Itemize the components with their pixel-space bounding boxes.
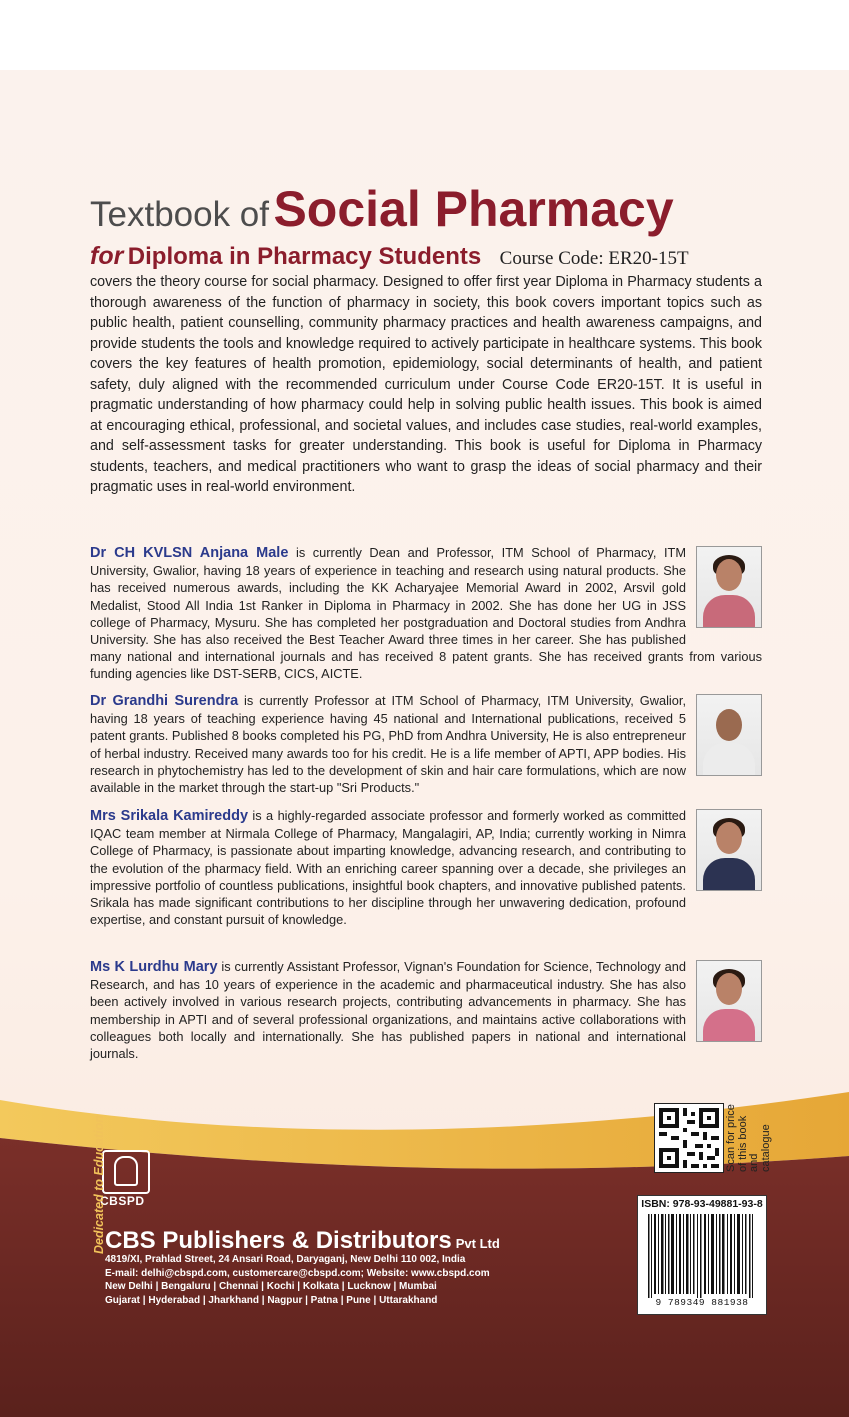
publisher-suffix: Pvt Ltd [455, 1236, 500, 1251]
author-photo-2 [696, 694, 762, 776]
book-description: covers the theory course for social pharmacy. Designed to offer first year Diploma in Pharmacy students a thorough awareness of the function of pharmacy in society, this book covers important topics such as public health, patient counselling, community pharmacy practices and health awareness campaigns, and provide students the tools and knowledge required to actively participate in healthcare systems. This book covers the key features of health promotion, epidemiology, social determinants of health, and patient safety, duly aligned with the recommended curriculum under Course Code ER20-15T. It is useful in pragmatic understanding of how pharmacy could help in solving public health issues. This book is aimed at encouraging ethical, professional, and societal values, and includes case studies, real-world examples, and self-assessment tasks for greater understanding. This book is useful for Diploma in Pharmacy students, teachers, and medical practitioners who want to grasp the ideas of social pharmacy and their pragmatic uses in real-world environment. [90, 274, 762, 495]
title-main: Social Pharmacy [273, 181, 674, 237]
course-code: Course Code: ER20-15T [499, 248, 689, 269]
cities-line-1: New Delhi | Bengaluru | Chennai | Kochi | Kolkata | Lucknow | Mumbai [105, 1281, 437, 1292]
tagline-dedicated: Dedicated to Education [92, 1115, 106, 1254]
cities-line-2: Gujarat | Hyderabad | Jharkhand | Nagpur | Patna | Pune | Uttarakhand [105, 1294, 438, 1306]
book-subtitle [90, 242, 689, 271]
emblem-icon [114, 1156, 138, 1186]
publisher-name-text: CBS Publishers & Distributors [105, 1227, 452, 1254]
contact-line: E-mail: delhi@cbspd.com, customercare@cbspd.com; Website: www.cbspd.com [105, 1267, 490, 1279]
author-bio-2 [90, 692, 762, 796]
author-bio-3 [90, 807, 762, 928]
author-bio-1 [90, 544, 762, 683]
qr-caption: Scan for price of this book and catalogue [725, 1104, 772, 1172]
isbn-label: ISBN: 978-93-49881-93-8 [641, 1198, 763, 1210]
isbn-digits: 9 789349 881938 [655, 1297, 749, 1308]
author-name-2: Dr Grandhi Surendra [90, 693, 239, 709]
logo-text: CBSPD [100, 1194, 145, 1208]
qr-code-icon[interactable] [654, 1103, 724, 1173]
author-name-4: Ms K Lurdhu Mary [90, 959, 218, 975]
author-bio-4 [90, 958, 762, 1062]
author-text-2: is currently Professor at ITM School of Pharmacy, ITM University, Gwalior, having 18 years of teaching experience having 45 national and International publications, received 5 patent grants. Published 8 books completed his PG, PhD from Andhra University, He is also entrepreneur of herbal industry. Received many awards too for his credit. He is a life member of APTI, APP bodies. His research in phytochemistry has led to the development of skin and hair care formulations, which are now available in the market through the start-up "Sri Products." [90, 693, 687, 796]
publisher-name [105, 1227, 500, 1255]
book-title [90, 180, 790, 238]
author-photo-1 [696, 546, 762, 628]
author-text-3: is a highly-regarded associate professor and formerly worked as committed IQAC team member at Nirmala College of Pharmacy, Mangalagiri, AP, India; currently working in Nimra College of Pharmacy, is passionate about imparting knowledge, advancing research, and contributing to the evolution of the pharmacy field. With an enriching career spanning over a decade, she privileges an impressive portfolio of countless publications, insightful book chapters, and innovative published patents. Srikala has made significant contributions to her discipline through her unwavering dedication, profound expertise, and constant pursuit of knowledge. [90, 808, 686, 928]
author-name-3: Mrs Srikala Kamireddy [90, 808, 249, 824]
isbn-barcode-block [637, 1195, 767, 1315]
author-text-1: is currently Dean and Professor, ITM School of Pharmacy, ITM University, Gwalior, having 18 years of experience in teaching and research using natural products. She has received numerous awards, including the KK Acharyajee Memorial Award in 2002, Arsvil gold Medalist, Stood All India 1st Ranker in Diploma in Pharmacy in 2002. She has done her UG in JSS college of Pharmacy, Mysuru. She has completed her postgraduation and Doctoral studies from Andhra University. She has also received the Best Teacher Award three times in her career. She has published many national and international journals and has received 8 patent grants. She has received grants from various funding agencies like DST-SERB, CICS, AICTE. [90, 545, 762, 682]
subtitle-main: Diploma in Pharmacy Students [127, 243, 482, 270]
author-photo-4 [696, 960, 762, 1042]
cbspd-logo [102, 1150, 150, 1206]
address-line: 4819/XI, Prahlad Street, 24 Ansari Road, Daryaganj, New Delhi 110 002, India [105, 1254, 466, 1265]
author-name-1: Dr CH KVLSN Anjana Male [90, 545, 289, 561]
barcode-icon [646, 1214, 758, 1298]
author-photo-3 [696, 809, 762, 891]
subtitle-for: for [90, 242, 124, 270]
publisher-address [105, 1253, 490, 1307]
title-prefix: Textbook of [90, 195, 269, 234]
author-text-4: is currently Assistant Professor, Vignan's Foundation for Science, Technology and Research, and has 10 years of experience in the academic and pharmaceutical industry. She has also been actively involved in various research projects, contributing advancements in pharmacy. She has membership in APTI and of several professional organizations, and maintains active collaborations with colleagues both locally and internationally. She has published papers in national and international journals. [90, 959, 686, 1062]
